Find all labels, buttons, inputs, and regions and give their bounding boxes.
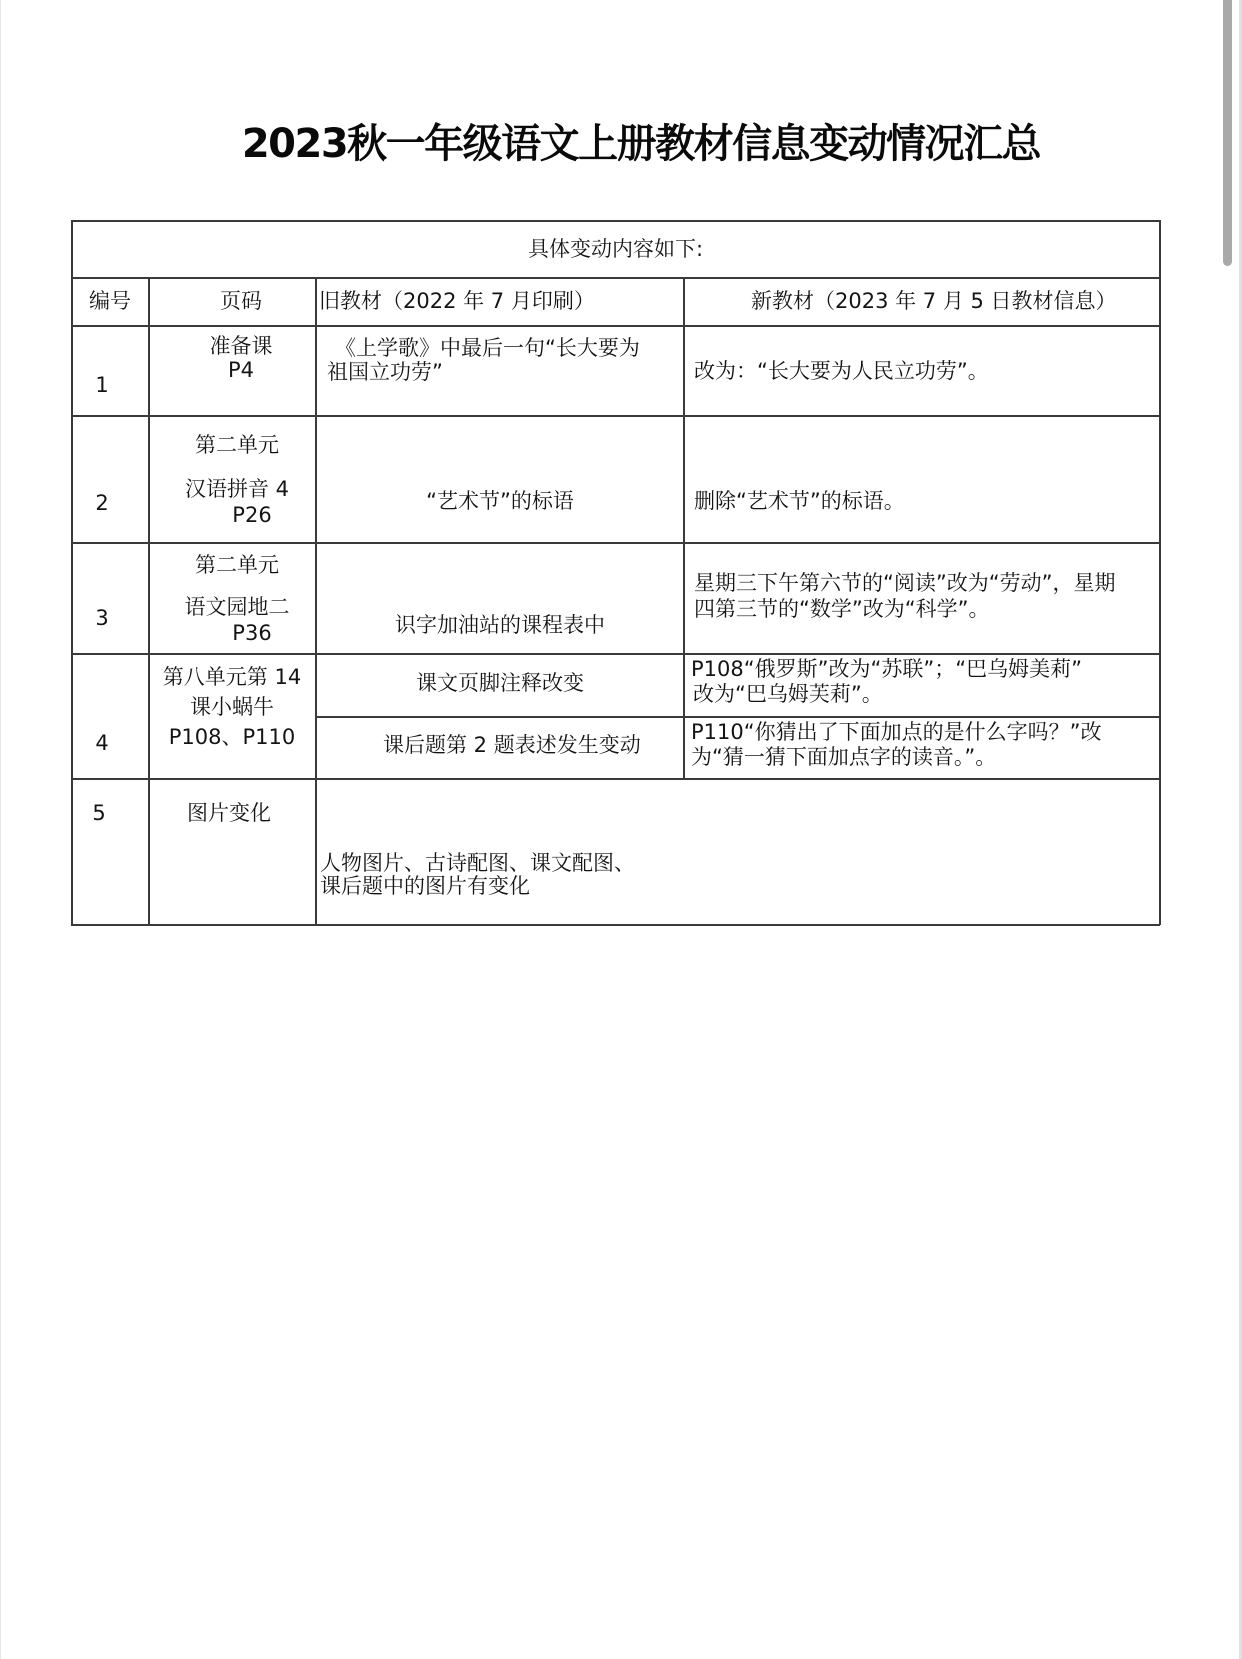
page-line: P4 bbox=[227, 358, 255, 382]
page-line: 第二单元 bbox=[195, 433, 279, 457]
row-new bbox=[694, 570, 1159, 622]
vertical-scrollbar[interactable] bbox=[1222, 0, 1234, 1659]
new-line: 为“猜一猜下面加点字的读音。”。 bbox=[691, 745, 997, 769]
row-page bbox=[149, 662, 315, 752]
row-number: 5 bbox=[92, 801, 106, 825]
new-line: 删除“艺术节”的标语。 bbox=[694, 489, 905, 513]
new-line: P108“俄罗斯”改为“苏联”；“巴乌姆美莉” bbox=[691, 657, 1083, 681]
new-line: P110“你猜出了下面加点的是什么字吗？”改 bbox=[691, 720, 1102, 744]
row-page bbox=[167, 552, 307, 646]
row-merged-description bbox=[320, 852, 820, 898]
old-line: 《上学歌》中最后一句“长大要为 bbox=[335, 336, 640, 360]
row-page bbox=[167, 432, 307, 528]
table-divider bbox=[71, 325, 1160, 327]
merged-line: 人物图片、古诗配图、课文配图、 bbox=[320, 851, 635, 875]
row-new bbox=[694, 358, 1154, 384]
page-line: 第二单元 bbox=[195, 553, 279, 577]
column-divider bbox=[315, 277, 317, 925]
old-line: 祖国立功劳” bbox=[327, 360, 443, 384]
column-divider bbox=[148, 277, 150, 925]
page-line: P26 bbox=[232, 503, 272, 527]
header-page: 页码 bbox=[220, 289, 262, 313]
page-line: 图片变化 bbox=[187, 801, 271, 825]
page-line: 语文园地二 bbox=[184, 595, 290, 619]
changes-table bbox=[71, 220, 1160, 925]
table-divider bbox=[71, 653, 1160, 655]
page-line: 课小蜗牛 bbox=[190, 695, 274, 719]
row-number: 4 bbox=[95, 731, 109, 755]
new-line: 改为“巴乌姆芙莉”。 bbox=[693, 682, 883, 706]
old-line: 课文页脚注释改变 bbox=[416, 671, 584, 695]
header-old-textbook: 旧教材（2022 年 7 月印刷） bbox=[319, 289, 595, 313]
table-border-bottom bbox=[71, 924, 1160, 926]
table-divider bbox=[316, 716, 1160, 718]
header-number: 编号 bbox=[89, 289, 131, 313]
row-new bbox=[691, 720, 1156, 770]
page-left-edge bbox=[0, 0, 1, 1659]
table-caption: 具体变动内容如下: bbox=[527, 237, 704, 261]
page-line: 汉语拼音 4 bbox=[184, 477, 290, 501]
row-number: 2 bbox=[95, 491, 109, 515]
page-line: P108、P110 bbox=[168, 725, 296, 749]
row-old bbox=[327, 336, 683, 384]
document-title: 2023秋一年级语文上册教材信息变动情况汇总 bbox=[241, 121, 1041, 167]
header-new-textbook: 新教材（2023 年 7 月 5 日教材信息） bbox=[751, 289, 1117, 313]
row-old bbox=[317, 612, 683, 638]
old-line: 识字加油站的课程表中 bbox=[395, 613, 605, 637]
new-line: 四第三节的“数学”改为“科学”。 bbox=[694, 597, 990, 621]
table-border-right bbox=[1159, 220, 1161, 925]
table-divider bbox=[71, 277, 1160, 279]
page-line: 准备课 bbox=[209, 334, 273, 358]
table-divider bbox=[71, 415, 1160, 417]
table-divider bbox=[71, 778, 1160, 780]
row-page bbox=[159, 800, 299, 826]
merged-line: 课后题中的图片有变化 bbox=[320, 874, 530, 898]
row-new bbox=[694, 488, 1154, 514]
row-old bbox=[317, 670, 683, 696]
row-old bbox=[317, 488, 683, 514]
row-number: 1 bbox=[95, 373, 109, 397]
table-divider bbox=[71, 542, 1160, 544]
row-new bbox=[691, 657, 1156, 707]
page-line: 第八单元第 14 bbox=[162, 665, 302, 689]
new-line: 星期三下午第六节的“阅读”改为“劳动”，星期 bbox=[694, 571, 1116, 595]
row-page bbox=[181, 334, 301, 382]
row-number: 3 bbox=[95, 606, 109, 630]
old-line: “艺术节”的标语 bbox=[426, 489, 574, 513]
row-old bbox=[383, 732, 683, 758]
page-line: P36 bbox=[232, 621, 272, 645]
old-line: 课后题第 2 题表述发生变动 bbox=[383, 733, 641, 757]
new-line: 改为：“长大要为人民立功劳”。 bbox=[694, 359, 989, 383]
column-divider bbox=[683, 277, 685, 779]
table-border-top bbox=[71, 220, 1160, 222]
